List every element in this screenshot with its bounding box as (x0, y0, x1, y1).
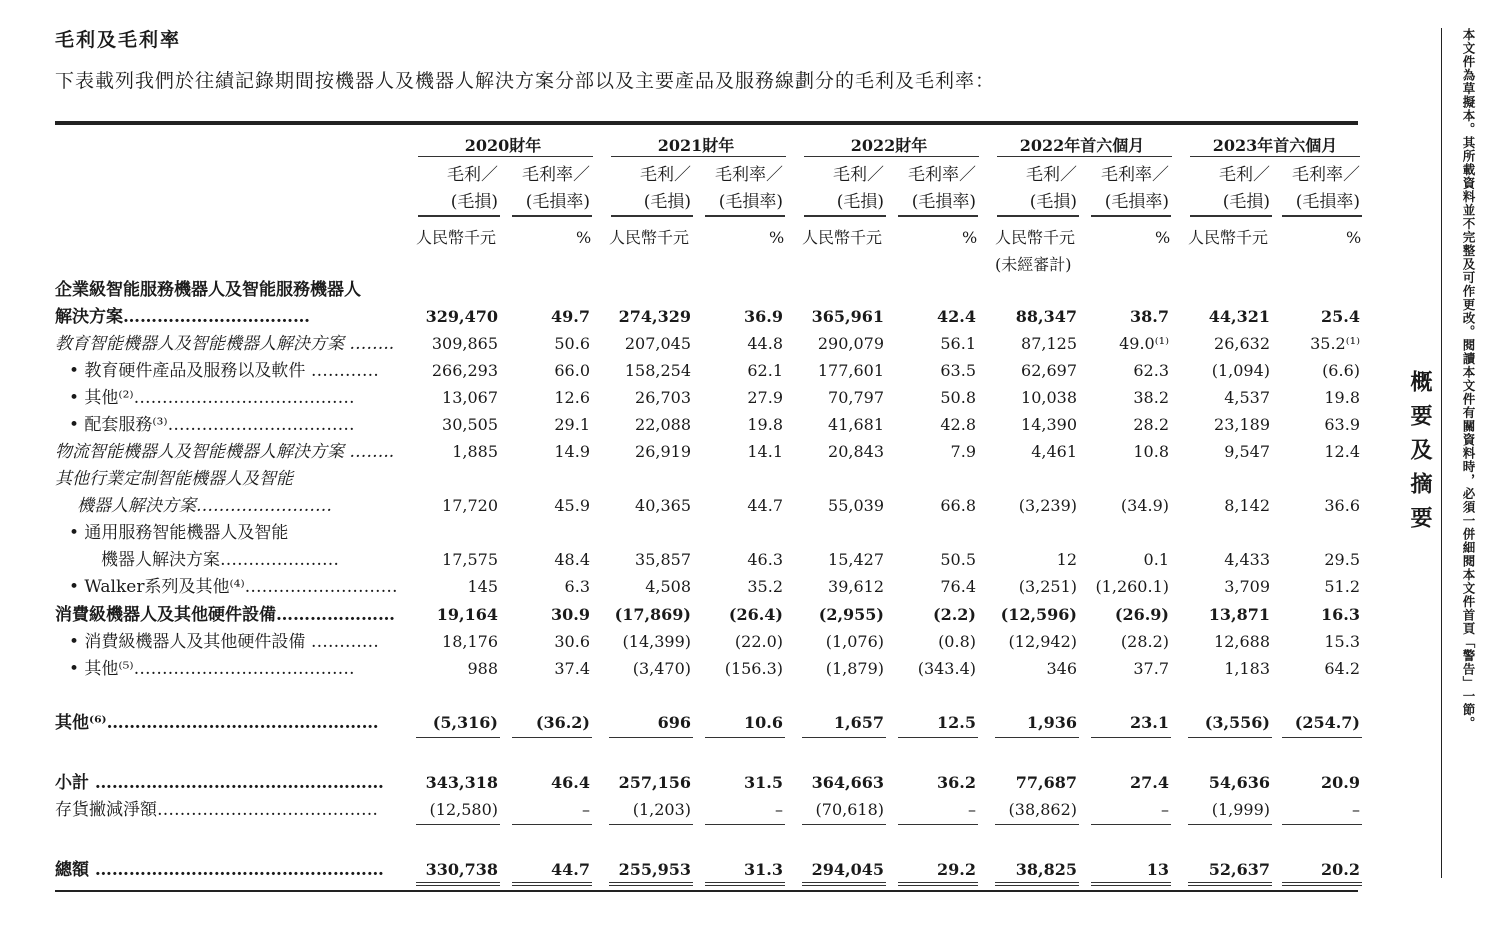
gross-profit-cell: 988 (467, 659, 498, 678)
gross-profit-cell: 1,183 (1224, 659, 1270, 678)
gross-margin-cell: 19.8 (1324, 388, 1360, 407)
gross-margin-cell: 56.1 (940, 334, 976, 353)
gross-profit-cell: 8,142 (1224, 496, 1270, 515)
gross-profit-cell: 77,687 (1015, 773, 1077, 792)
gross-margin-cell: 35.2 (747, 577, 783, 596)
gross-profit-cell: 294,045 (811, 860, 884, 879)
gross-margin-cell: (36.2) (535, 713, 590, 732)
gross-profit-cell: (3,251) (1018, 577, 1077, 596)
gross-profit-cell: 30,505 (442, 415, 498, 434)
gross-profit-cell: 55,039 (828, 496, 884, 515)
gross-profit-cell: (38,862) (1008, 800, 1077, 819)
gross-margin-cell: 48.4 (554, 550, 590, 569)
gross-profit-cell: 4,461 (1031, 442, 1077, 461)
margin-divider (1441, 28, 1442, 878)
gross-margin-cell: 35.2⁽¹⁾ (1310, 334, 1360, 353)
gross-margin-cell: 31.3 (744, 860, 783, 879)
subtotal-underline (1188, 824, 1272, 825)
gross-profit-cell: (1,094) (1211, 361, 1270, 380)
gross-margin-cell: 42.4 (937, 307, 976, 326)
row-label: 解決方案…………………………… (55, 307, 310, 327)
subtotal-underline (416, 737, 500, 738)
gross-margin-cell: 16.3 (1321, 605, 1360, 624)
subtotal-underline (898, 737, 978, 738)
total-double-underline (705, 882, 785, 886)
unit-label: 人民幣千元 (416, 228, 497, 247)
gross-margin-cell: 14.1 (747, 442, 783, 461)
gross-profit-cell: 177,601 (817, 361, 884, 380)
gross-profit-cell: 3,709 (1224, 577, 1270, 596)
gross-margin-cell: 37.7 (1133, 659, 1169, 678)
gross-profit-cell: 19,164 (436, 605, 498, 624)
subtotal-underline (609, 824, 693, 825)
gross-margin-cell: (343.4) (917, 659, 976, 678)
gross-profit-cell: 17,575 (442, 550, 498, 569)
gross-margin-cell: (22.0) (734, 632, 783, 651)
gross-margin-cell: 62.3 (1133, 361, 1169, 380)
gross-profit-cell: (12,942) (1008, 632, 1077, 651)
gross-profit-cell: 365,961 (811, 307, 884, 326)
gross-margin-cell: 64.2 (1324, 659, 1360, 678)
gross-profit-cell: 255,953 (618, 860, 691, 879)
row-label: 物流智能機器人及智能機器人解決方案 …….. (55, 442, 395, 462)
gross-profit-cell: 14,390 (1021, 415, 1077, 434)
gross-margin-cell: 20.2 (1321, 860, 1360, 879)
gross-margin-cell: 50.6 (554, 334, 590, 353)
col-header-rule (611, 215, 693, 217)
gross-profit-cell: (1,076) (825, 632, 884, 651)
gross-profit-cell: (3,470) (632, 659, 691, 678)
gross-profit-cell: (3,556) (1204, 713, 1270, 732)
period-header: 2021財年 (657, 136, 735, 155)
gross-margin-cell: 6.3 (564, 577, 590, 596)
col-header-rule (1282, 215, 1362, 217)
gross-margin-cell: (2.2) (933, 605, 976, 624)
gross-profit-cell: 87,125 (1021, 334, 1077, 353)
gross-margin-cell: 63.5 (940, 361, 976, 380)
unit-label: 人民幣千元 (609, 228, 690, 247)
gross-margin-cell: 66.8 (940, 496, 976, 515)
unit-label: % (1346, 228, 1362, 247)
gross-margin-cell: 36.9 (744, 307, 783, 326)
gross-profit-cell: 1,936 (1026, 713, 1077, 732)
col-header-rule (418, 215, 500, 217)
subtotal-underline (802, 737, 886, 738)
gross-margin-cell: 63.9 (1324, 415, 1360, 434)
gross-margin-cell: 45.9 (554, 496, 590, 515)
gross-margin-cell: 46.4 (551, 773, 590, 792)
gross-margin-cell: 29.1 (554, 415, 590, 434)
total-double-underline (609, 882, 693, 886)
gross-profit-col-header: 毛利／ (毛損) (447, 165, 498, 212)
gross-profit-cell: (17,869) (614, 605, 691, 624)
total-double-underline (1188, 882, 1272, 886)
unaudited-label: (未經審計) (995, 255, 1072, 274)
gross-profit-cell: 22,088 (635, 415, 691, 434)
gross-profit-cell: 62,697 (1021, 361, 1077, 380)
subtotal-underline (1091, 824, 1171, 825)
gross-profit-cell: 309,865 (431, 334, 498, 353)
period-underline (804, 156, 979, 157)
gross-profit-cell: 17,720 (442, 496, 498, 515)
gross-margin-cell: 50.5 (940, 550, 976, 569)
gross-profit-col-header: 毛利／ (毛損) (640, 165, 691, 212)
gross-margin-cell: – (968, 800, 976, 819)
gross-margin-cell: 12.4 (1324, 442, 1360, 461)
subtotal-underline (1282, 824, 1362, 825)
period-header: 2022年首六個月 (1019, 136, 1145, 155)
gross-profit-cell: 4,433 (1224, 550, 1270, 569)
gross-profit-cell: 18,176 (442, 632, 498, 651)
subtotal-underline (609, 737, 693, 738)
gross-margin-cell: 23.1 (1130, 713, 1169, 732)
col-header-rule (512, 215, 592, 217)
gross-profit-cell: 696 (657, 713, 691, 732)
gross-margin-cell: 27.9 (747, 388, 783, 407)
gross-profit-cell: 26,703 (635, 388, 691, 407)
period-header: 2023年首六個月 (1212, 136, 1338, 155)
subtotal-underline (512, 737, 592, 738)
gross-profit-cell: 38,825 (1015, 860, 1077, 879)
subtotal-underline (705, 824, 785, 825)
gross-profit-cell: 15,427 (828, 550, 884, 569)
gross-profit-cell: (1,203) (632, 800, 691, 819)
gross-margin-cell: 44.7 (747, 496, 783, 515)
gross-profit-cell: 290,079 (817, 334, 884, 353)
gross-profit-cell: 12 (1056, 550, 1077, 569)
gross-margin-cell: 19.8 (747, 415, 783, 434)
gross-margin-col-header: 毛利率／ (毛損率) (908, 165, 976, 212)
gross-profit-col-header: 毛利／ (毛損) (1219, 165, 1270, 212)
gross-profit-col-header: 毛利／ (毛損) (1026, 165, 1077, 212)
gross-profit-cell: 330,738 (425, 860, 498, 879)
row-label: • 消費級機器人及其他硬件設備 ………… (69, 632, 379, 652)
unit-label: % (1155, 228, 1171, 247)
gross-margin-cell: – (1161, 800, 1169, 819)
gross-margin-cell: – (1352, 800, 1360, 819)
gross-profit-cell: 346 (1046, 659, 1077, 678)
subtotal-underline (995, 737, 1079, 738)
gross-profit-cell: 329,470 (425, 307, 498, 326)
gross-margin-cell: 38.2 (1133, 388, 1169, 407)
col-header-rule (898, 215, 978, 217)
intro-text: 下表載列我們於往績記錄期間按機器人及機器人解決方案分部以及主要產品及服務線劃分的毛利及毛利率： (55, 70, 996, 92)
gross-margin-cell: (254.7) (1294, 713, 1360, 732)
gross-margin-col-header: 毛利率／ (毛損率) (1101, 165, 1169, 212)
gross-profit-cell: (5,316) (432, 713, 498, 732)
gross-margin-cell: 46.3 (747, 550, 783, 569)
gross-profit-cell: 9,547 (1224, 442, 1270, 461)
row-label: 其他行業定制智能機器人及智能 (55, 469, 293, 489)
gross-profit-cell: (2,955) (818, 605, 884, 624)
gross-profit-cell: 70,797 (828, 388, 884, 407)
gross-margin-cell: (6.6) (1322, 361, 1360, 380)
unit-label: 人民幣千元 (802, 228, 883, 247)
period-header: 2022財年 (850, 136, 928, 155)
gross-profit-col-header: 毛利／ (毛損) (833, 165, 884, 212)
gross-profit-cell: 41,681 (828, 415, 884, 434)
unit-label: 人民幣千元 (1188, 228, 1269, 247)
gross-margin-cell: 25.4 (1321, 307, 1360, 326)
gross-profit-cell: 1,657 (833, 713, 884, 732)
draft-warning-note: 本文件為草擬本。其所載資料並不完整及可作更改。閱讀本文件有關資料時，必須一併細閱本文件首頁「警告」一節。 (1461, 28, 1476, 730)
gross-margin-cell: 29.2 (937, 860, 976, 879)
unit-label: % (962, 228, 978, 247)
gross-profit-cell: (1,999) (1211, 800, 1270, 819)
col-header-rule (705, 215, 785, 217)
subtotal-underline (1188, 737, 1272, 738)
total-double-underline (512, 882, 592, 886)
gross-margin-cell: 27.4 (1130, 773, 1169, 792)
subtotal-underline (416, 824, 500, 825)
table-bottom-rule (55, 890, 1358, 892)
gross-profit-cell: 40,365 (635, 496, 691, 515)
subtotal-underline (802, 824, 886, 825)
gross-margin-cell: – (775, 800, 783, 819)
gross-margin-col-header: 毛利率／ (毛損率) (522, 165, 590, 212)
chapter-title: 概要及摘要 (1407, 370, 1433, 540)
col-header-rule (1091, 215, 1171, 217)
subtotal-underline (1282, 737, 1362, 738)
gross-profit-cell: (3,239) (1018, 496, 1077, 515)
gross-profit-cell: 88,347 (1015, 307, 1077, 326)
total-double-underline (802, 882, 886, 886)
gross-profit-cell: 39,612 (828, 577, 884, 596)
row-label: 消費級機器人及其他硬件設備………………… (55, 605, 395, 625)
gross-margin-cell: (26.9) (1114, 605, 1169, 624)
row-label: • 其他⁽²⁾………………………………… (69, 388, 355, 408)
gross-profit-cell: (1,879) (825, 659, 884, 678)
gross-profit-cell: 13,067 (442, 388, 498, 407)
total-double-underline (1091, 882, 1171, 886)
gross-profit-cell: 26,919 (635, 442, 691, 461)
total-double-underline (416, 882, 500, 886)
gross-profit-cell: 54,636 (1208, 773, 1270, 792)
gross-profit-cell: 23,189 (1214, 415, 1270, 434)
gross-margin-cell: 36.2 (937, 773, 976, 792)
row-label: 其他⁽⁶⁾………………………………………… (55, 713, 379, 733)
gross-margin-col-header: 毛利率／ (毛損率) (715, 165, 783, 212)
row-label: 教育智能機器人及智能機器人解決方案 …….. (55, 334, 395, 354)
subtotal-underline (1091, 737, 1171, 738)
gross-margin-cell: 31.5 (744, 773, 783, 792)
section-title: 毛利及毛利率 (55, 29, 182, 51)
gross-margin-cell: (1,260.1) (1095, 577, 1169, 596)
gross-profit-cell: 364,663 (811, 773, 884, 792)
gross-profit-cell: 13,871 (1208, 605, 1270, 624)
period-underline (611, 156, 786, 157)
gross-margin-cell: 50.8 (940, 388, 976, 407)
gross-margin-cell: 36.6 (1324, 496, 1360, 515)
row-label: • 其他⁽⁵⁾………………………………… (69, 659, 355, 679)
gross-margin-cell: 42.8 (940, 415, 976, 434)
gross-profit-cell: (12,596) (1000, 605, 1077, 624)
subtotal-underline (995, 824, 1079, 825)
gross-profit-cell: 10,038 (1021, 388, 1077, 407)
gross-profit-cell: (14,399) (622, 632, 691, 651)
col-header-rule (997, 215, 1079, 217)
gross-profit-cell: 257,156 (618, 773, 691, 792)
gross-profit-cell: 207,045 (624, 334, 691, 353)
gross-margin-cell: 38.7 (1130, 307, 1169, 326)
gross-margin-cell: 12.5 (937, 713, 976, 732)
gross-margin-cell: 7.9 (950, 442, 976, 461)
gross-profit-cell: 158,254 (624, 361, 691, 380)
gross-margin-cell: 12.6 (554, 388, 590, 407)
gross-margin-cell: 44.7 (551, 860, 590, 879)
period-underline (997, 156, 1172, 157)
total-double-underline (898, 882, 978, 886)
total-double-underline (995, 882, 1079, 886)
gross-margin-cell: 66.0 (554, 361, 590, 380)
gross-profit-cell: 4,508 (645, 577, 691, 596)
gross-margin-cell: 44.8 (747, 334, 783, 353)
gross-profit-cell: 4,537 (1224, 388, 1270, 407)
gross-margin-cell: 0.1 (1143, 550, 1169, 569)
gross-profit-cell: 44,321 (1208, 307, 1270, 326)
period-underline (418, 156, 593, 157)
gross-margin-cell: 49.7 (551, 307, 590, 326)
gross-margin-cell: 15.3 (1324, 632, 1360, 651)
row-label: 機器人解決方案…………………… (77, 496, 332, 516)
gross-margin-col-header: 毛利率／ (毛損率) (1292, 165, 1360, 212)
row-label: 小計 …………………………………………… (55, 773, 384, 793)
total-double-underline (1282, 882, 1362, 886)
gross-profit-cell: 26,632 (1214, 334, 1270, 353)
row-label: • 教育硬件產品及服務以及軟件 ………… (69, 361, 379, 381)
gross-profit-cell: 12,688 (1214, 632, 1270, 651)
gross-margin-cell: 49.0⁽¹⁾ (1119, 334, 1169, 353)
gross-profit-cell: 1,885 (452, 442, 498, 461)
row-label: 企業級智能服務機器人及智能服務機器人 (55, 280, 361, 300)
gross-margin-cell: 10.8 (1133, 442, 1169, 461)
gross-profit-cell: 343,318 (425, 773, 498, 792)
gross-margin-cell: 14.9 (554, 442, 590, 461)
gross-margin-cell: 10.6 (744, 713, 783, 732)
gross-margin-cell: 62.1 (747, 361, 783, 380)
gross-profit-cell: (12,580) (429, 800, 498, 819)
gross-margin-cell: 30.6 (554, 632, 590, 651)
gross-margin-cell: 20.9 (1321, 773, 1360, 792)
gross-margin-cell: 30.9 (551, 605, 590, 624)
row-label: 機器人解決方案………………… (101, 550, 339, 570)
row-label: • 配套服務⁽³⁾…………………………… (69, 415, 355, 435)
gross-profit-cell: 52,637 (1208, 860, 1270, 879)
gross-margin-cell: (0.8) (938, 632, 976, 651)
gross-margin-cell: 76.4 (940, 577, 976, 596)
gross-margin-cell: 51.2 (1324, 577, 1360, 596)
gross-profit-cell: 274,329 (618, 307, 691, 326)
col-header-rule (1190, 215, 1272, 217)
subtotal-underline (898, 824, 978, 825)
gross-profit-cell: 145 (467, 577, 498, 596)
gross-margin-cell: 37.4 (554, 659, 590, 678)
row-label: 存貨撇減淨額………………………………… (55, 800, 378, 820)
row-label: • Walker系列及其他⁽⁴⁾……………………… (69, 577, 398, 597)
gross-margin-cell: (156.3) (724, 659, 783, 678)
gross-margin-cell: – (582, 800, 590, 819)
gross-margin-cell: 13 (1146, 860, 1169, 879)
col-header-rule (804, 215, 886, 217)
unit-label: 人民幣千元 (995, 228, 1076, 247)
gross-margin-cell: (28.2) (1120, 632, 1169, 651)
period-underline (1190, 156, 1360, 157)
table-top-rule (55, 121, 1358, 125)
gross-margin-cell: 28.2 (1133, 415, 1169, 434)
gross-profit-cell: 266,293 (431, 361, 498, 380)
row-label: 總額 …………………………………………… (55, 860, 384, 880)
subtotal-underline (512, 824, 592, 825)
row-label: • 通用服務智能機器人及智能 (69, 523, 289, 543)
subtotal-underline (705, 737, 785, 738)
gross-margin-cell: 29.5 (1324, 550, 1360, 569)
gross-profit-cell: 35,857 (635, 550, 691, 569)
gross-margin-cell: (26.4) (728, 605, 783, 624)
unit-label: % (576, 228, 592, 247)
gross-profit-cell: 20,843 (828, 442, 884, 461)
gross-profit-cell: (70,618) (815, 800, 884, 819)
unit-label: % (769, 228, 785, 247)
period-header: 2020財年 (464, 136, 542, 155)
gross-margin-cell: (34.9) (1120, 496, 1169, 515)
